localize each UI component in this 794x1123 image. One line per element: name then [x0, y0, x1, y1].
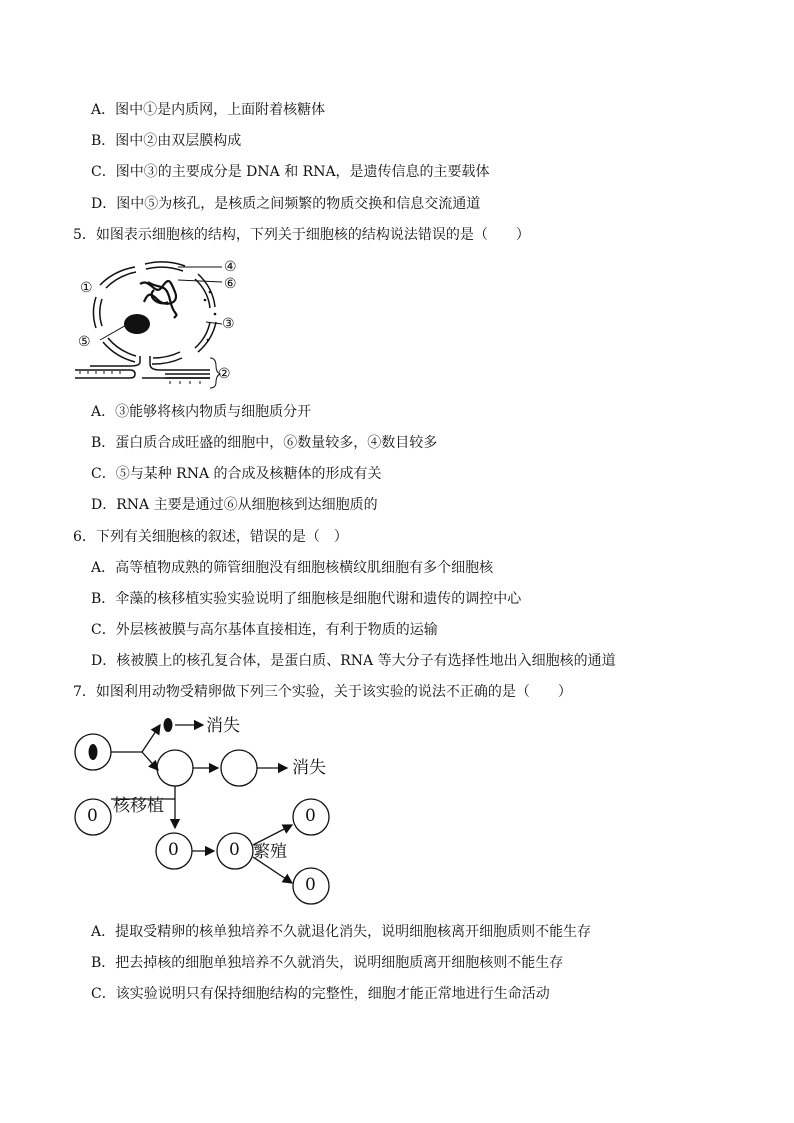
- label-disappear-1: 消失: [206, 716, 240, 736]
- q7-option-c: C．该实验说明只有保持细胞结构的完整性，细胞才能正常地进行生命活动: [91, 986, 550, 1002]
- q4-option-b: B．图中②由双层膜构成: [91, 133, 242, 149]
- q7-option-a: A．提取受精卵的核单独培养不久就退化消失，说明细胞核离开细胞质则不能生存: [91, 924, 592, 940]
- label-4: ④: [224, 259, 237, 275]
- cell-nucleus-mark: 0: [87, 806, 98, 826]
- q6-option-b: B．伞藻的核移植实验实验说明了细胞核是细胞代谢和遗传的调控中心: [91, 591, 522, 607]
- nucleus-structure-diagram: [70, 252, 240, 387]
- q6-option-d: D．核被膜上的核孔复合体，是蛋白质、RNA 等大分子有选择性地出入细胞核的通道: [91, 653, 616, 669]
- egg-experiment-diagram: [70, 715, 340, 910]
- label-5: ⑤: [78, 334, 91, 350]
- cell-nucleus-mark: 0: [305, 875, 316, 895]
- q7-option-b: B．把去掉核的细胞单独培养不久就消失，说明细胞质离开细胞核则不能生存: [91, 955, 564, 971]
- label-2: ②: [218, 366, 231, 382]
- q7-stem: 7．如图利用动物受精卵做下列三个实验，关于该实验的说法不正确的是（ ）: [73, 684, 572, 700]
- q6-option-c: C．外层核被膜与高尔基体直接相连，有利于物质的运输: [91, 622, 438, 638]
- q5-stem: 5．如图表示细胞核的结构，下列关于细胞核的结构说法错误的是（ ）: [73, 227, 530, 243]
- label-3: ③: [222, 316, 235, 332]
- cell-nucleus-mark: 0: [305, 806, 316, 826]
- label-disappear-2: 消失: [292, 758, 326, 778]
- q6-stem: 6．下列有关细胞核的叙述，错误的是（ ）: [73, 529, 348, 545]
- q4-option-c: C．图中③的主要成分是 DNA 和 RNA，是遗传信息的主要载体: [91, 164, 490, 180]
- label-6: ⑥: [224, 276, 237, 292]
- q5-option-c: C．⑤与某种 RNA 的合成及核糖体的形成有关: [91, 466, 382, 482]
- q5-option-d: D．RNA 主要是通过⑥从细胞核到达细胞质的: [91, 497, 378, 513]
- cell-nucleus-mark: 0: [229, 840, 240, 860]
- q5-option-a: A．③能够将核内物质与细胞质分开: [91, 404, 312, 420]
- q6-option-a: A．高等植物成熟的筛管细胞没有细胞核横纹肌细胞有多个细胞核: [91, 560, 494, 576]
- cell-nucleus-mark: 0: [168, 840, 179, 860]
- label-nuclear-transfer: 核移植: [113, 796, 164, 816]
- q4-option-d: D．图中⑤为核孔，是核质之间频繁的物质交换和信息交流通道: [91, 196, 481, 212]
- label-1: ①: [80, 280, 93, 296]
- label-reproduce: 繁殖: [253, 842, 287, 862]
- q5-option-b: B．蛋白质合成旺盛的细胞中，⑥数量较多，④数目较多: [91, 435, 438, 451]
- q4-option-a: A．图中①是内质网，上面附着核糖体: [91, 102, 326, 118]
